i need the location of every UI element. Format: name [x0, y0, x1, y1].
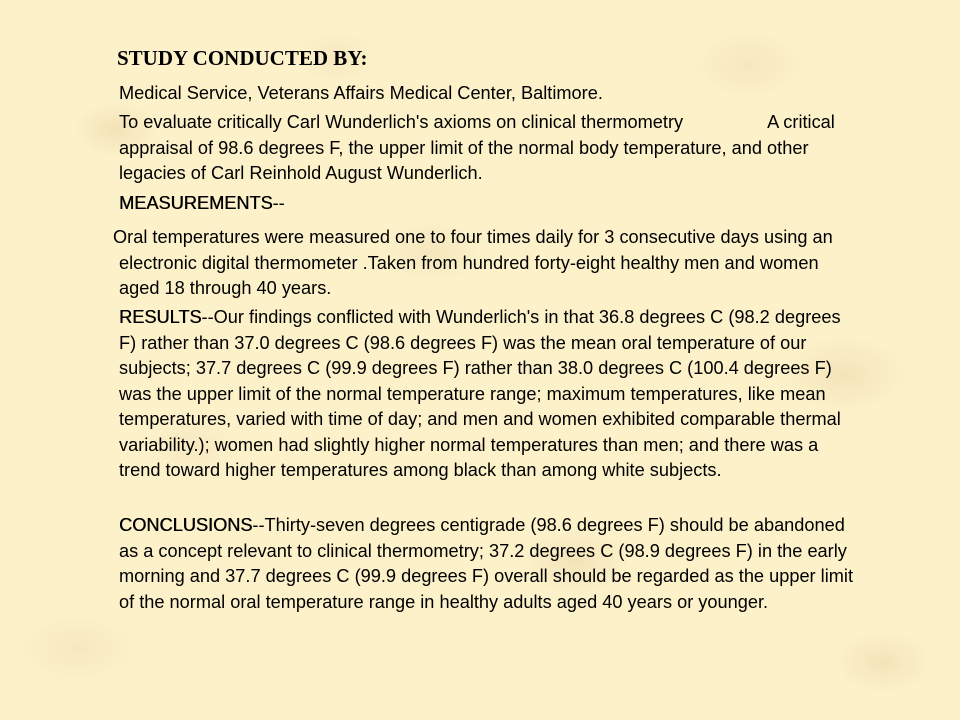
- results-paragraph: [119, 305, 859, 484]
- conclusions-text: --Thirty-seven degrees centigrade (98.6 degrees F) should be abandoned as a concept relevant to clinical thermometry; 37.2 degrees C (98.9 degrees F) in the early morning and 37.7 degrees C (99.9 degrees F) overall should be regarded as the upper limit of the normal oral temperature range in healthy adults aged 40 years or younger.: [119, 515, 853, 612]
- measurements-heading: [119, 191, 859, 217]
- objective-paragraph: [119, 110, 859, 187]
- measurements-suffix: --: [272, 193, 285, 213]
- conclusions-label: CONCLUSIONS: [119, 515, 253, 535]
- section-heading: STUDY CONDUCTED BY:: [117, 46, 368, 70]
- results-label: RESULTS: [119, 307, 202, 327]
- affiliation-text: Medical Service, Veterans Affairs Medical Center, Baltimore.: [119, 83, 603, 103]
- results-text: --Our findings conflicted with Wunderlich's in that 36.8 degrees C (98.2 degrees F) rather than 37.0 degrees C (98.6 degrees F) was the mean oral temperature of our subjects; 37.7 degrees C (99.9 degrees F) rather than 38.0 degrees C (100.4 degrees F) was the upper limit of the normal temperature range; maximum temperatures, like mean temperatures, varied with time of day; and men and women exhibited comparable thermal variability.); women had slightly higher normal temperatures than men; and there was a trend toward higher temperatures among black than among white subjects.: [119, 307, 841, 480]
- objective-rest: A critical appraisal of 98.6 degrees F, the upper limit of the normal body temperature, and other legacies of Carl Reinhold August Wunderlich.: [119, 112, 835, 183]
- measurements-paragraph: Oral temperatures were measured one to four times daily for 3 consecutive days using an electronic digital thermometer .Taken from hundred forty-eight healthy men and women aged 18 through 40 years.: [113, 227, 833, 298]
- objective-lead: To evaluate critically Carl Wunderlich's axioms on clinical thermometry: [119, 112, 684, 132]
- measurements-label: MEASUREMENTS: [119, 193, 273, 213]
- conclusions-paragraph: [119, 513, 859, 615]
